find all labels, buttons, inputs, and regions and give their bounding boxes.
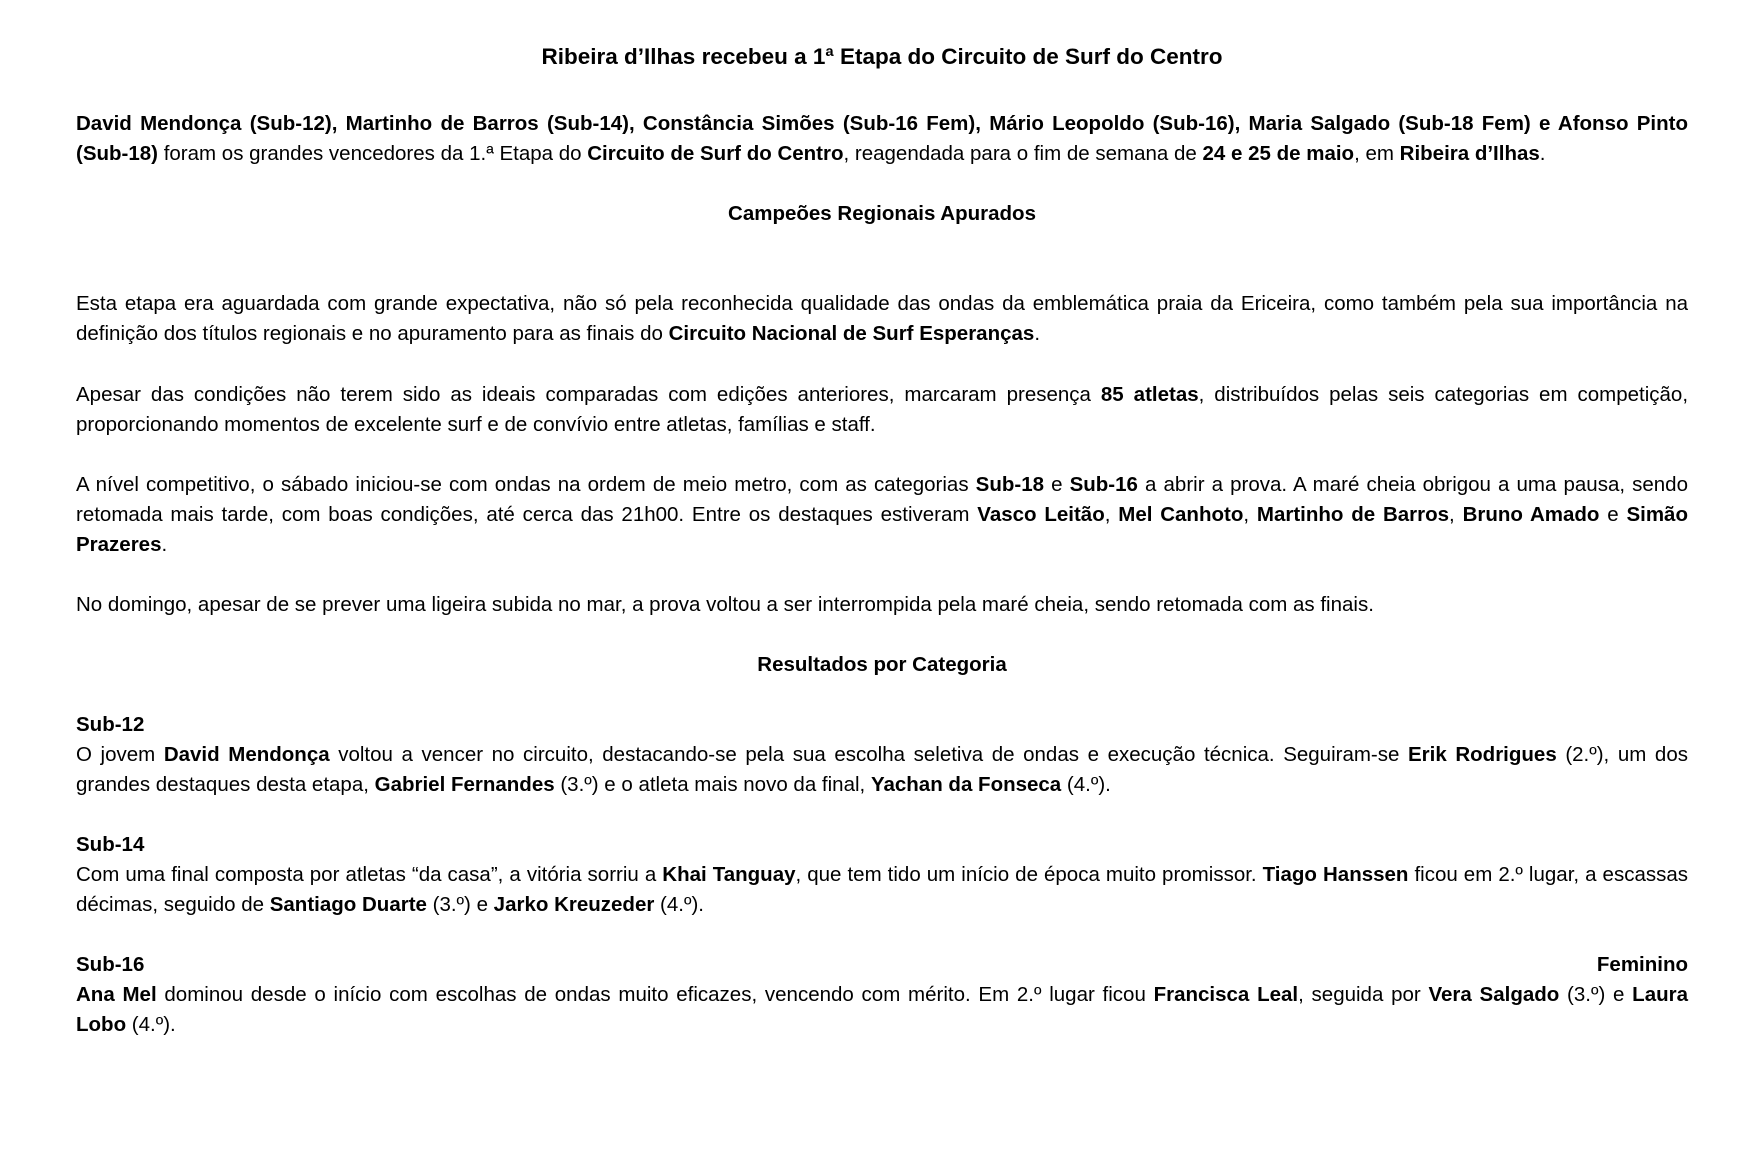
category-gender: Feminino <box>1596 953 1688 976</box>
national-circuit-name: Circuito Nacional de Surf Esperanças <box>668 322 1035 345</box>
athlete-name: David Mendonça <box>163 743 330 766</box>
event-location: Ribeira d’Ilhas <box>1399 142 1540 165</box>
paragraph-text: , <box>1449 503 1463 526</box>
paragraph-text: , distribuídos pelas seis categorias em competição, proporcionando momentos de excelente surf e de convívio entre atletas, famílias e staff. <box>76 383 1689 436</box>
subheading-results: Resultados por Categoria <box>757 653 1007 676</box>
paragraph-text: ficou em 2.º lugar, a escassas décimas, seguido de <box>76 863 1689 916</box>
athlete-name: Bruno Amado <box>1462 503 1600 526</box>
paragraph-text: , que tem tido um início de época muito promissor. <box>795 863 1263 886</box>
athlete-name: Simão Prazeres <box>76 503 1688 556</box>
athlete-name: Tiago Hanssen <box>1262 863 1409 886</box>
paragraph-text: . <box>1034 322 1041 345</box>
athlete-name: Jarko Kreuzeder <box>493 893 655 916</box>
paragraph-text: (3.º) e o atleta mais novo da final, <box>554 773 871 796</box>
category-heading-sub14 <box>76 830 1688 860</box>
category-name: Sub-18 <box>975 473 1045 496</box>
paragraph-text: O jovem <box>76 743 164 766</box>
document-title: Ribeira d’Ilhas recebeu a 1ª Etapa do Circuito de Surf do Centro <box>541 44 1223 69</box>
lead-text: , em <box>1354 142 1400 165</box>
paragraph-text: , seguida por <box>1298 983 1429 1006</box>
athlete-name: Laura Lobo <box>76 983 1688 1036</box>
paragraph-text: , <box>1104 503 1119 526</box>
athlete-count: 85 atletas <box>1100 383 1199 406</box>
athlete-name: Francisca Leal <box>1153 983 1299 1006</box>
paragraph-saturday <box>76 470 1688 560</box>
athlete-name: Erik Rodrigues <box>1408 743 1557 766</box>
lead-text: foram os grandes vencedores da 1.ª Etapa do <box>158 142 588 165</box>
event-dates: 24 e 25 de maio <box>1202 142 1355 165</box>
athlete-name: Ana Mel <box>76 983 157 1006</box>
paragraph-text: voltou a vencer no circuito, destacando-se pela sua escolha seletiva de ondas e execução técnica. Seguiram-se <box>329 743 1408 766</box>
category-title: Sub-16 <box>76 953 145 976</box>
category-title: Sub-12 <box>76 713 145 736</box>
paragraph-text: Esta etapa era aguardada com grande expectativa, não só pela reconhecida qualidade das ondas da emblemática praia da Ericeira, como também pela sua importância na definição dos títulos regionais e no apuramento para as finais do <box>76 292 1688 345</box>
paragraph-sub12 <box>76 740 1688 800</box>
paragraph-sub14 <box>76 860 1688 920</box>
paragraph-text: dominou desde o início com escolhas de ondas muito eficazes, vencendo com mérito. Em 2.º lugar ficou <box>156 983 1154 1006</box>
category-name: Sub-16 <box>1069 473 1138 496</box>
athlete-name: Santiago Duarte <box>269 893 427 916</box>
paragraph-text: Apesar das condições não terem sido as ideais comparadas com edições anteriores, marcaram presença <box>76 383 1101 406</box>
athlete-name: Gabriel Fernandes <box>374 773 555 796</box>
paragraph-text: (2.º), um dos grandes destaques desta etapa, <box>76 743 1688 796</box>
circuit-name: Circuito de Surf do Centro <box>587 142 844 165</box>
paragraph-text: (3.º) e <box>1559 983 1633 1006</box>
paragraph-text: Com uma final composta por atletas “da casa”, a vitória sorriu a <box>76 863 663 886</box>
lead-text: , reagendada para o fim de semana de <box>843 142 1203 165</box>
paragraph-conditions <box>76 380 1688 440</box>
athlete-name: Khai Tanguay <box>662 863 796 886</box>
paragraph-text: . <box>161 533 168 556</box>
athlete-name: Vera Salgado <box>1428 983 1560 1006</box>
athlete-name: Mel Canhoto <box>1118 503 1244 526</box>
lead-paragraph <box>76 109 1688 169</box>
paragraph-text: (4.º). <box>654 893 704 916</box>
subheading-regional-champions: Campeões Regionais Apurados <box>728 202 1036 225</box>
paragraph-text: (3.º) e <box>426 893 494 916</box>
category-heading-sub12 <box>76 710 1688 740</box>
paragraph-text: A nível competitivo, o sábado iniciou-se com ondas na ordem de meio metro, com as categorias <box>76 473 976 496</box>
lead-text: . <box>1539 142 1546 165</box>
paragraph-text: (4.º). <box>126 1013 176 1036</box>
paragraph-sunday: No domingo, apesar de se prever uma ligeira subida no mar, a prova voltou a ser interrompida pela maré cheia, sendo retomada com as finais. <box>76 593 1374 616</box>
paragraph-text: , <box>1243 503 1257 526</box>
paragraph-text: e <box>1044 473 1070 496</box>
athlete-name: Vasco Leitão <box>977 503 1105 526</box>
paragraph-sub16 <box>76 980 1688 1040</box>
paragraph-text: (4.º). <box>1061 773 1111 796</box>
winners-list: David Mendonça (Sub-12), Martinho de Barros (Sub-14), Constância Simões (Sub-16 Fem), Mário Leopoldo (Sub-16), Maria Salgado (Sub-18 Fem) e Afonso Pinto (Sub-18) <box>76 112 1688 165</box>
paragraph-text: a abrir a prova. A maré cheia obrigou a uma pausa, sendo retomada mais tarde, com boas condições, até cerca das 21h00. Entre os destaques estiveram <box>76 473 1688 526</box>
paragraph-expectation <box>76 289 1688 349</box>
paragraph-text: e <box>1599 503 1627 526</box>
category-title: Sub-14 <box>76 833 145 856</box>
athlete-name: Martinho de Barros <box>1256 503 1450 526</box>
category-heading-sub16 <box>76 950 1688 980</box>
athlete-name: Yachan da Fonseca <box>870 773 1062 796</box>
